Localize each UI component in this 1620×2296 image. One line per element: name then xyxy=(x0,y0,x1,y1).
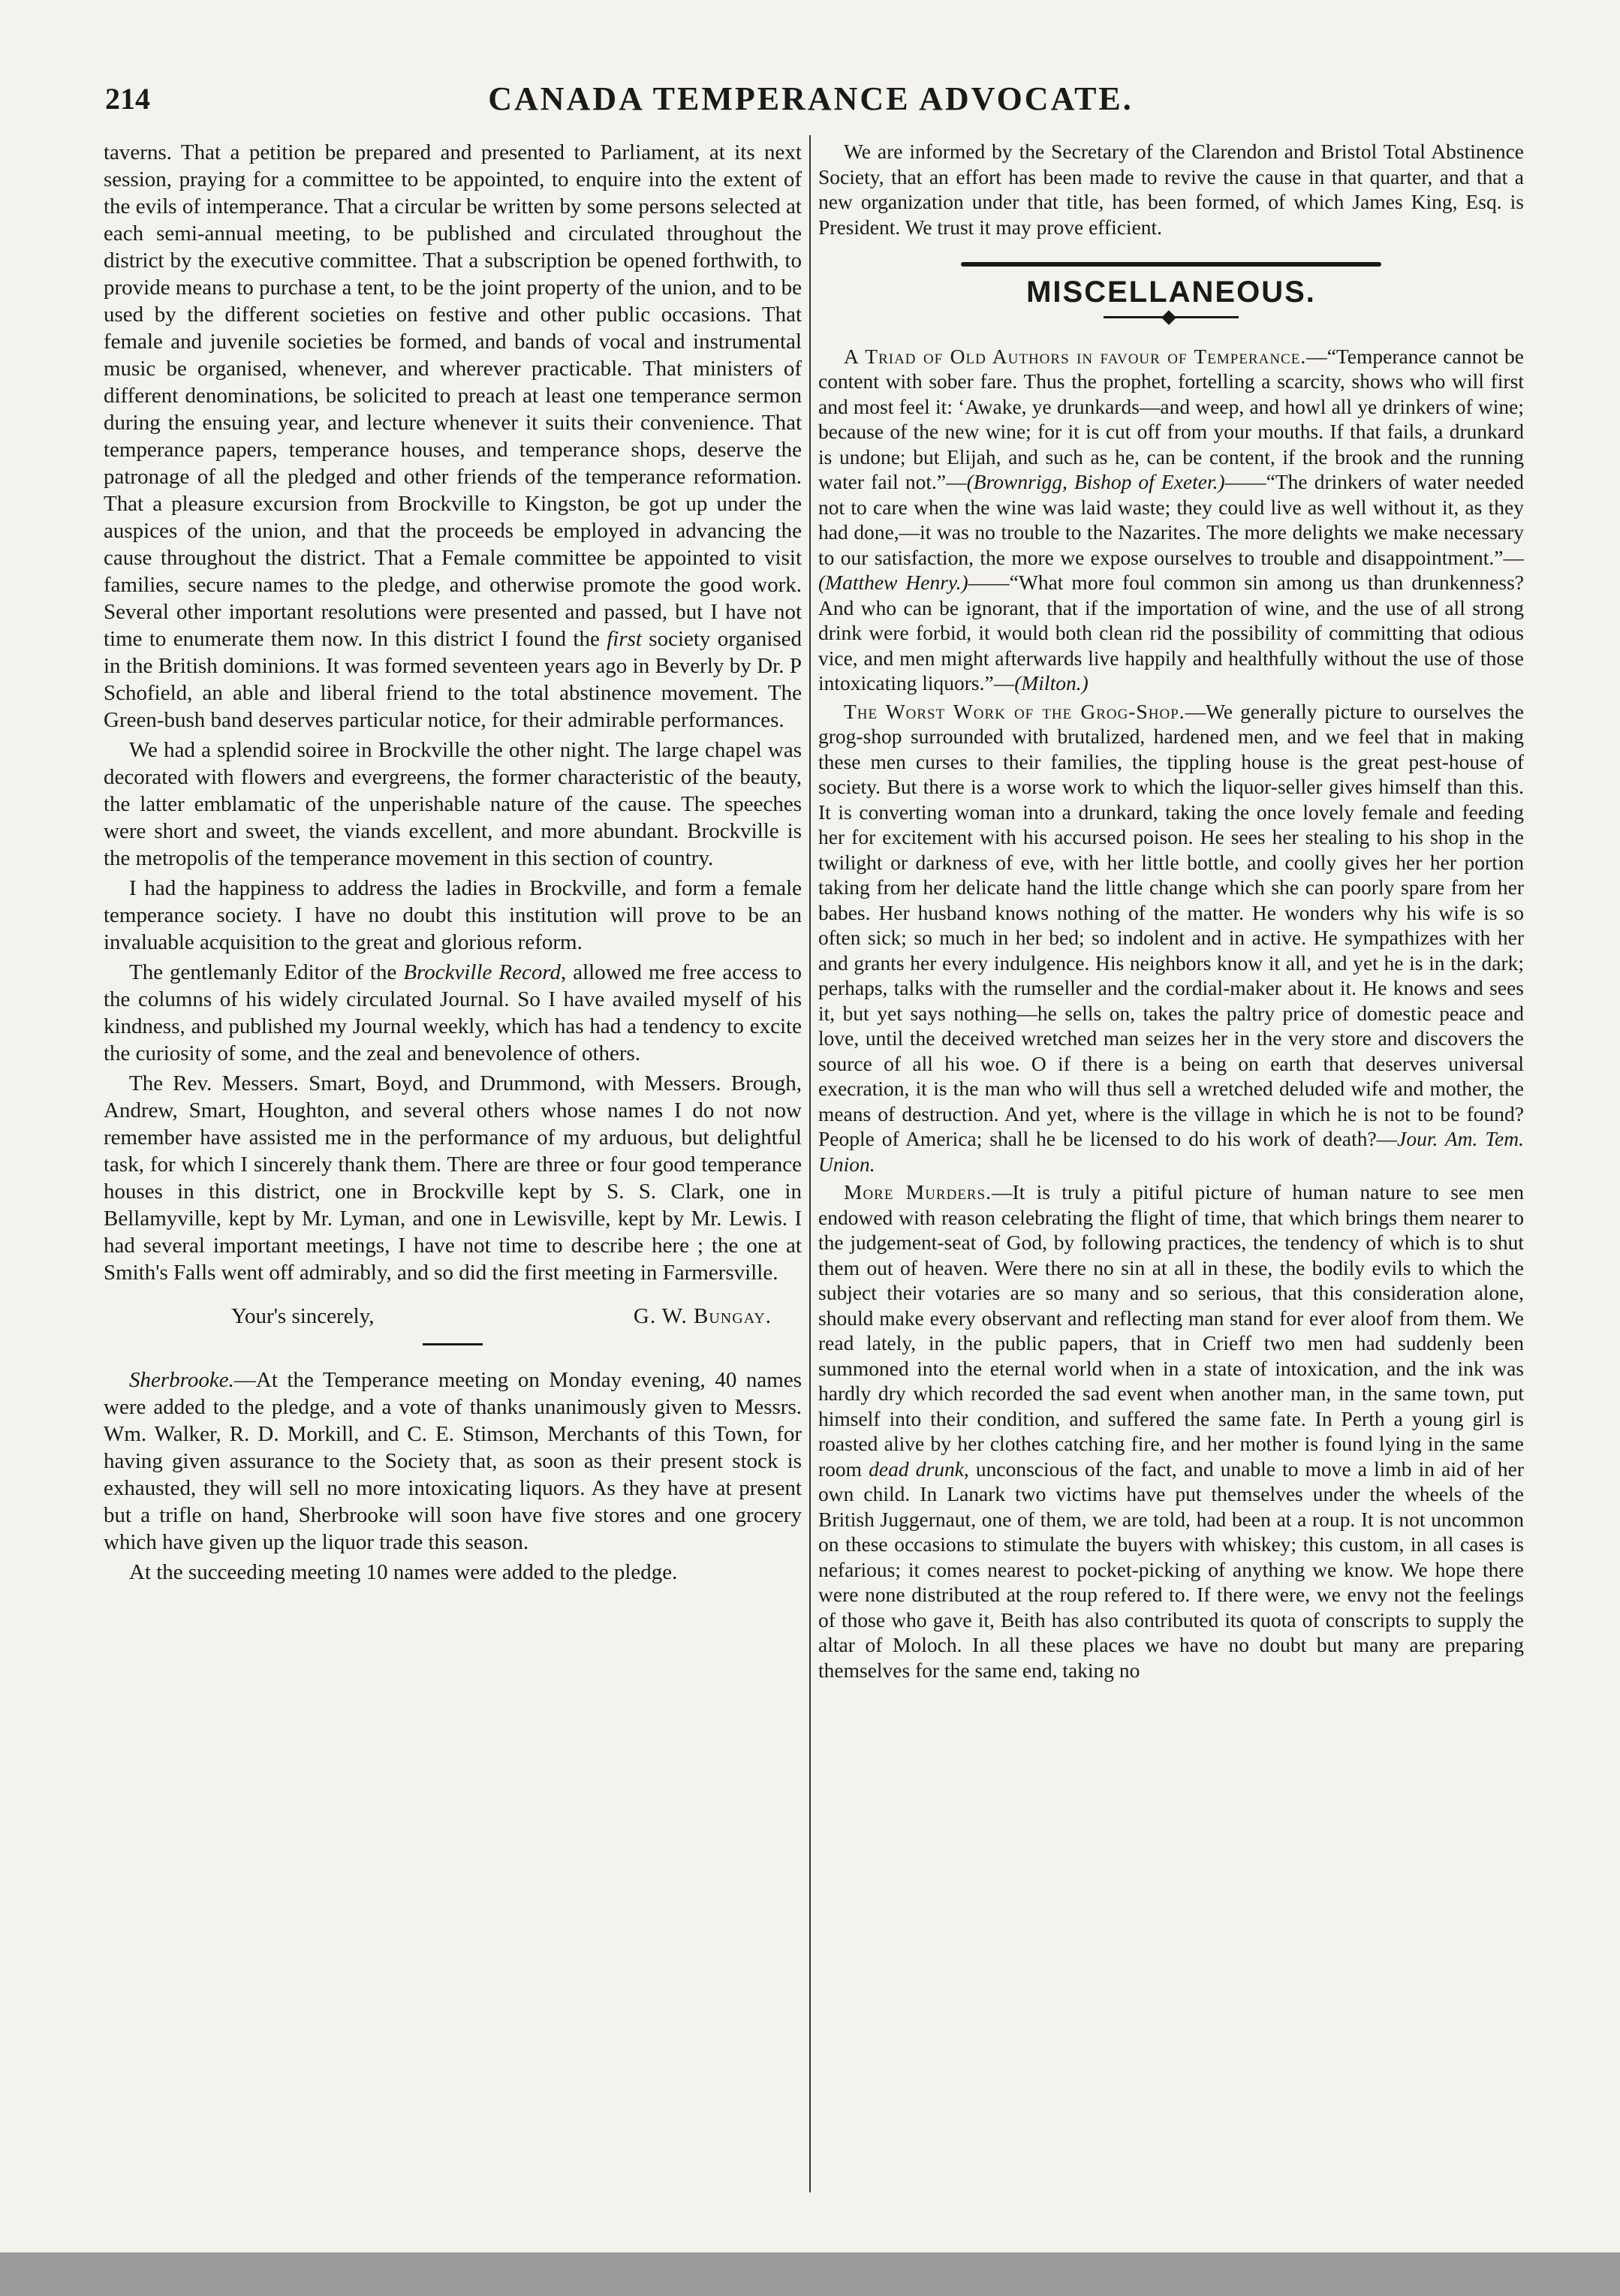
signature: G. W. Bungay. xyxy=(633,1304,772,1328)
triad-cite-3: (Milton.) xyxy=(1014,671,1089,695)
editor-text-end: , allowed me free access to the columns of his widely circulated Journal. So I have availed myself of his kindness, and published my Journal weekly, which has had a tendency to excite the curiosity of some, and the zeal and benevolence of others. xyxy=(104,960,802,1065)
sherbrooke-paragraph xyxy=(104,1366,802,1556)
right-column xyxy=(818,139,1524,1686)
page-header xyxy=(98,72,1524,125)
page-number: 214 xyxy=(105,82,150,116)
grog-shop-paragraph xyxy=(818,699,1524,1177)
column-divider xyxy=(809,135,811,2192)
left-column xyxy=(104,139,802,1589)
section-rule xyxy=(961,262,1381,267)
scan-footer-bar xyxy=(0,2252,1620,2296)
ladies-paragraph: I had the happiness to address the ladies in Brockville, and form a female temperance society. I have no doubt this institution will prove to be an invaluable acquisition to the great and glorious reform. xyxy=(104,876,802,954)
murders-text-b: , unconscious of the fact, and unable to move a limb in aid of her own child. In Lanark two victims have put themselves under the wheels of the British Juggernaut, one of them, we are told, had been at a roup. It is not uncommon on these occasions to stimulate the buyers with whiskey; this custom, in all cases is nefarious; it comes nearest to pocket-picking of anything we know. We hope there were none distributed at the roup refered to. If there were, we envy not the feelings of those who gave it, Beith has also contributed its quota of conscripts to supply the altar of Moloch. In all these places we have no doubt but many are preparing themselves for the same end, taking no xyxy=(818,1457,1524,1682)
sherbrooke-text: —At the Temperance meeting on Monday evening, 40 names were added to the pledge, and a vote of thanks unanimously given to Messrs. Wm. Walker, R. D. Morkill, and C. E. Stimson, Merchants of this Town, for having given assurance to the Society that, as soon as their present stock is exhausted, they will sell no more intoxicating liquors. As they have at present but a trifle on hand, Sherbrooke will soon have five stores and one grocery which have given up the liquor trade this season. xyxy=(104,1368,802,1554)
emphasis-brockville-record: Brockville Record xyxy=(403,960,562,984)
resolutions-text-end: society organised in the British dominions. It was formed seventeen years ago in Beverly by Dr. P Schofield, an able and liberal friend to the total abstinence movement. The Green-bush band deserves particular notice, for their admirable performances. xyxy=(104,627,802,732)
running-title: CANADA TEMPERANCE ADVOCATE. xyxy=(488,80,1134,117)
resolutions-text: taverns. That a petition be prepared and presented to Parliament, at its next session, praying for a committee to be appointed, to enquire into the extent of the evils of intemperance. That a circular be written by some persons selected at each semi-annual meeting, to be published and circulated throughout the district by the executive committee. That a subscription be opened forthwith, to provide means to purchase a tent, to be the joint property of the union, and to be used by the different societies on festive and other public occasions. That female and juvenile societies be formed, and bands of vocal and instrumental music be organised, whenever, and wherever practicable. That ministers of different denominations, be solicited to preach at least one temperance sermon during the ensuing year, and lecture whenever it suits their convenience. That temperance papers, temperance houses, and temperance shops, deserve the patronage of all the pledged and other friends of the temperance reformation. That a pleasure excursion from Brockville to Kingston, be got up under the auspices of the union, and that the proceeds be employed in advancing the cause throughout the district. That a Female committee be appointed to visit families, secure names to the pledge, and otherwise promote the good work. Several other important resolutions were presented and passed, but I have not time to enumerate them now. In this district I found the xyxy=(104,140,802,651)
separator-rule xyxy=(423,1343,483,1345)
murders-paragraph xyxy=(818,1180,1524,1683)
triad-cite-2: (Matthew Henry.) xyxy=(818,571,968,594)
triad-title: A Triad of Old Authors in favour of Temperance. xyxy=(844,344,1307,368)
grog-shop-text: —We generally picture to ourselves the grog-shop surrounded with brutalized, hardened men, and we feel that in making these men curses to their families, the tippling house is the great pest-house of society. But there is a worse work to which the liquor-seller gives himself than this. It is converting woman into a drunkard, taking the once lovely female and feeding her for excitement with his accursed poison. He sees her stealing to his shop in the twilight or darkness of eve, with her little bottle, and coolly gives her her portion taking from her delicate hand the little change which she can poorly spare from her babes. Her husband knows nothing of the matter. He wonders why his wife is so often sick; so much in her bed; so indolent and in active. He sympathizes with her and grants her every indulgence. His neighbors know it all, and yet he is in the dark; perhaps, talks with the rumseller and the cordial-maker about it. He knows and sees it, but yet says nothing—he sells on, takes the paltry price of domestic peace and love, until the deceived wretched man seizes her in the very store and discovers the source of all his woe. O if there is a being on earth that deserves universal execration, it is the man who will thus sell a wretched deluded wife and mother, the means of destruction. And yet, where is the village in which he is not to be found? People of America; shall he be licensed to do his work of death?— xyxy=(818,699,1524,1150)
section-heading: MISCELLANEOUS. xyxy=(1026,276,1316,309)
sherbrooke-followup: At the succeeding meeting 10 names were added to the pledge. xyxy=(129,1560,678,1584)
triad-text-b: ——“The drinkers of water needed not to care when the wine was laid waste; they could live as well without it, as they had done,—it was no trouble to the Nazarites. The more delights we make necessary to our satisfaction, the more we expose ourselves to trouble and disappointment.”— xyxy=(818,470,1524,569)
resolutions-paragraph xyxy=(104,139,802,734)
triad-text-c: ——“What more foul common sin among us than drunkenness? And who can be ignorant, that if the importation of wine, and the use of all strong drink were forbid, it would both clean rid the possibility of committing that odious vice, and men might afterwards live happily and healthfully without the use of those intoxicating liquors.”— xyxy=(818,571,1524,695)
thanks-paragraph: The Rev. Messers. Smart, Boyd, and Drummond, with Messers. Brough, Andrew, Smart, Houghton, and several others whose names I do not now remember have assisted me in the performance of my arduous, but delightful task, for which I sincerely thank them. There are three or four good temperance houses in this district, one in Brockville kept by S. S. Clark, one in Bellamyville, kept by Mr. Lyman, and one in Lewisville, kept by Mr. Lewis. I had several important meetings, I have not time to describe here ; the one at Smith's Falls went off admirably, and so did the first meeting in Farmersville. xyxy=(104,1071,802,1285)
triad-cite-1: (Brownrigg, Bishop of Exeter.) xyxy=(966,470,1225,493)
triad-paragraph xyxy=(818,344,1524,696)
murders-text-a: —It is truly a pitiful picture of human nature to see men endowed with reason celebrating the flight of time, that which brings them nearer to the judgement-seat of God, by following practices, the tendency of which is to shut them out of heaven. Were there no sin at all in these, the bodily evils to which the subject their votaries are so many and so serious, that this consideration alone, should make every observant and reflecting man stand for ever aloof from them. We read lately, in the public papers, that in Crieff two men had suddenly been summoned into the eternal world when in a state of intoxication, and the ink was hardly dry which recorded the sad event when another man, in the same town, put himself into their condition, and suffered the same fate. In Perth a young girl is roasted alive by her clothes catching fire, and her mother is found lying in the same room xyxy=(818,1180,1524,1481)
murders-title: More Murders. xyxy=(844,1180,992,1204)
grog-shop-cite: Jour. Am. Tem. Union. xyxy=(818,1127,1524,1176)
triad-text-a: —“Temperance cannot be content with sober fare. Thus the prophet, fortelling a scarcity, shows who will first and most feel it: ‘Awake, ye drunkards—and weep, and howl all ye drinkers of wine; because of the new wine; for it is cut off from your mouths. If that fails, a drunkard is undone; but Elijah, and such as he, can be content, if the brook and the running water fail not.”— xyxy=(818,344,1524,493)
sherbrooke-place: Sherbrooke. xyxy=(129,1368,234,1392)
grog-shop-title: The Worst Work of the Grog-Shop. xyxy=(844,699,1185,723)
closing: Your's sincerely, xyxy=(231,1304,375,1328)
emphasis-first: first xyxy=(607,627,642,651)
editor-text-start: The gentlemanly Editor of the xyxy=(129,960,404,984)
clarendon-paragraph: We are informed by the Secretary of the Clarendon and Bristol Total Abstinence Society, that an effort has been made to revive the cause in that quarter, and that a new organization under that title, has been formed, of which James King, Esq. is President. We trust it may prove efficient. xyxy=(818,140,1524,239)
emphasis-dead-drunk: dead drunk xyxy=(869,1457,964,1481)
ornament-rule xyxy=(1104,316,1239,318)
editor-paragraph xyxy=(104,959,802,1067)
letter-signoff xyxy=(104,1289,802,1330)
soiree-paragraph: We had a splendid soiree in Brockville the other night. The large chapel was decorated with flowers and evergreens, the former characteristic of the beauty, the latter emblamatic of the unperishable nature of the cause. The speeches were short and sweet, the viands excellent, and more abundant. Brockville is the metropolis of the temperance movement in this section of country. xyxy=(104,738,802,870)
